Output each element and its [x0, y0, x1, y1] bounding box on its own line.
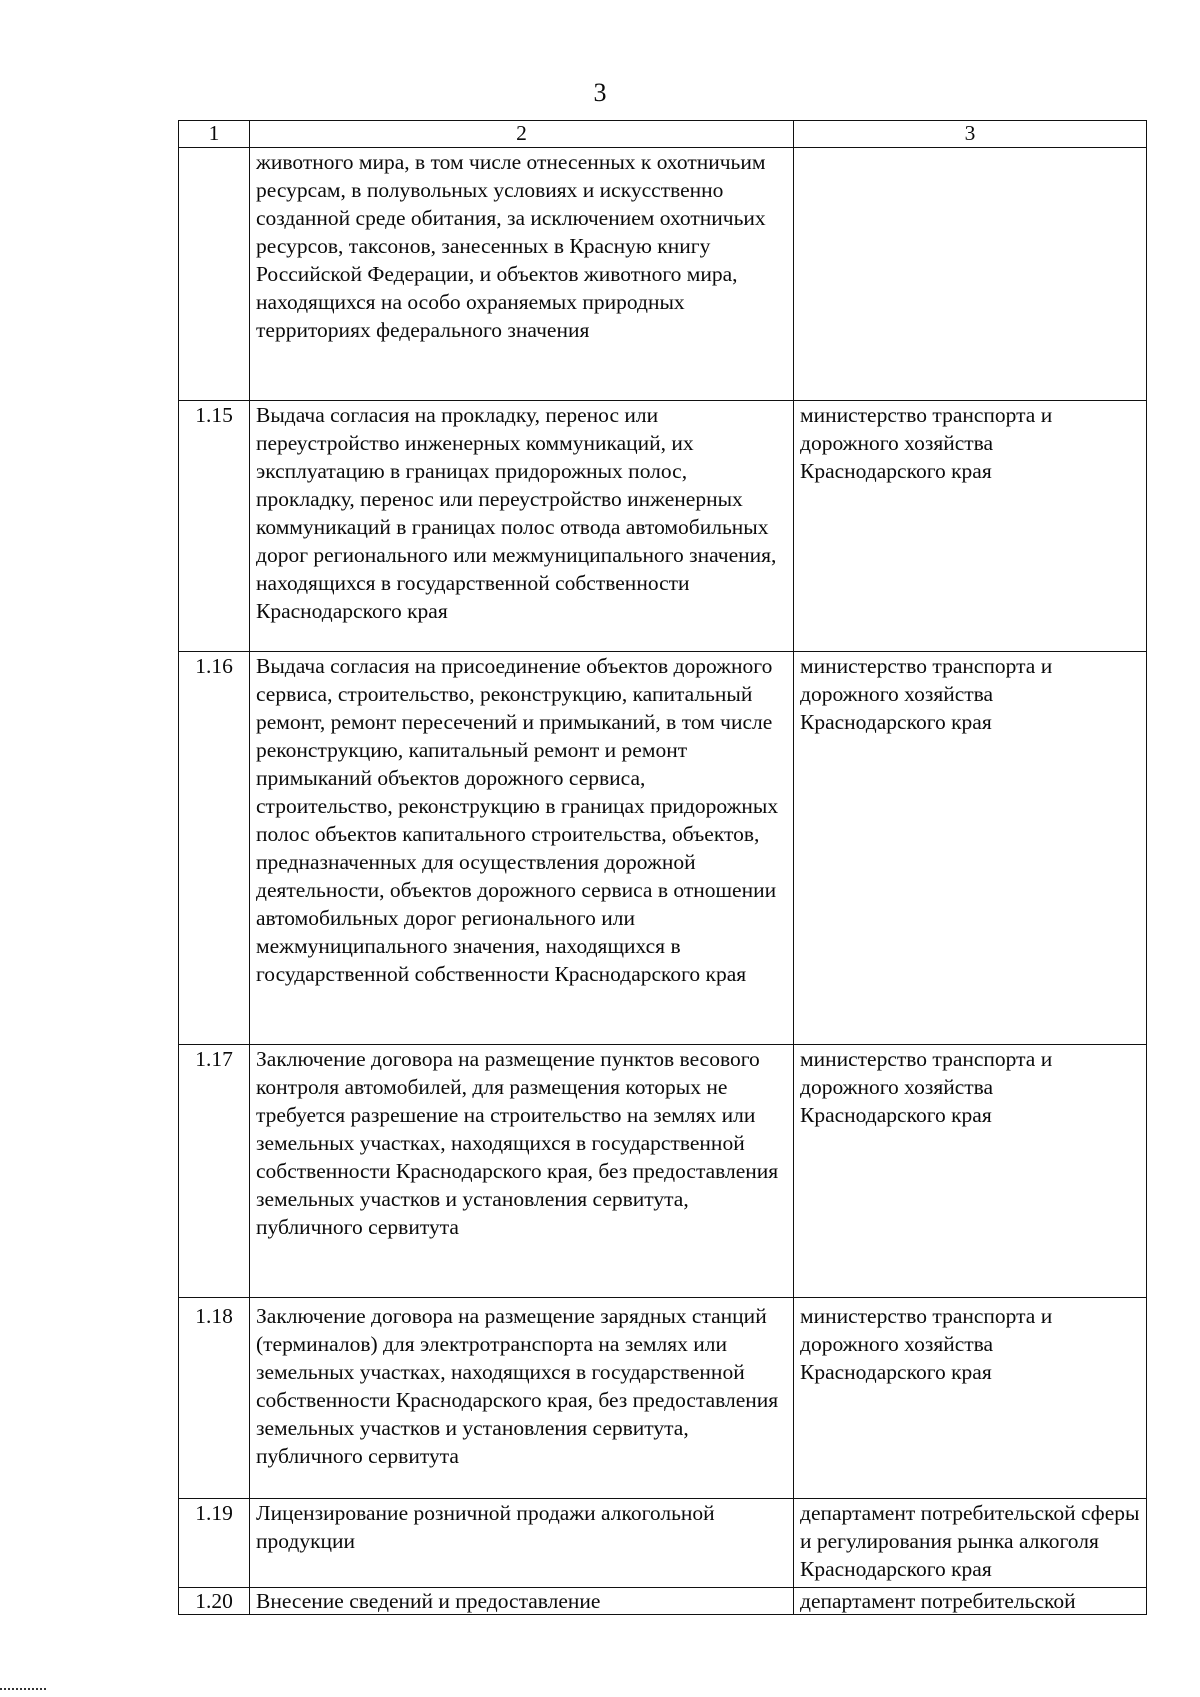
responsible-body: министерство транспорта и дорожного хозяйства Краснодарского края — [794, 1045, 1147, 1298]
table-row — [179, 148, 1147, 401]
service-name: Выдача согласия на прокладку, перенос или переустройство инженерных коммуникаций, их эксплуатацию в границах придорожных полос, прокладку, перенос или переустройство инженерных коммуникаций в границах полос отвода автомобильных дорог регионального или межмуниципального значения, находящихся в государственной собственности Краснодарского края — [250, 401, 794, 652]
table-row — [179, 1045, 1147, 1298]
table-row — [179, 401, 1147, 652]
service-name: Внесение сведений и предоставление — [250, 1588, 794, 1615]
table-row — [179, 1499, 1147, 1588]
scan-edge-mark — [0, 1688, 46, 1693]
row-number: 1.20 — [179, 1588, 250, 1615]
row-number: 1.18 — [179, 1298, 250, 1499]
header-col-1: 1 — [179, 121, 250, 148]
row-number: 1.16 — [179, 652, 250, 1045]
responsible-body: министерство транспорта и дорожного хозяйства Краснодарского края — [794, 1298, 1147, 1499]
service-name: животного мира, в том числе отнесенных к охотничьим ресурсам, в полувольных условиях и искусственно созданной среде обитания, за исключением охотничьих ресурсов, таксонов, занесенных в Красную книгу Российской Федерации, и объектов животного мира, находящихся на особо охраняемых природных территориях федерального значения — [250, 148, 794, 401]
header-col-2: 2 — [250, 121, 794, 148]
table-row — [179, 1298, 1147, 1499]
table-row — [179, 652, 1147, 1045]
page-number: 3 — [593, 78, 607, 107]
header-row — [179, 121, 1147, 148]
responsible-body — [794, 148, 1147, 401]
responsible-body: министерство транспорта и дорожного хозяйства Краснодарского края — [794, 401, 1147, 652]
service-name: Лицензирование розничной продажи алкогольной продукции — [250, 1499, 794, 1588]
row-number: 1.19 — [179, 1499, 250, 1588]
service-name: Заключение договора на размещение зарядных станций (терминалов) для электротранспорта на землях или земельных участках, находящихся в государственной собственности Краснодарского края, без предоставления земельных участков и установления сервитута, публичного сервитута — [250, 1298, 794, 1499]
responsible-body: департамент потребительской — [794, 1588, 1147, 1615]
responsible-body: министерство транспорта и дорожного хозяйства Краснодарского края — [794, 652, 1147, 1045]
responsible-body: департамент потребительской сферы и регулирования рынка алкоголя Краснодарского края — [794, 1499, 1147, 1588]
table-row — [179, 1588, 1147, 1615]
service-name: Заключение договора на размещение пунктов весового контроля автомобилей, для размещения которых не требуется разрешение на строительство на землях или земельных участках, находящихся в государственной собственности Краснодарского края, без предоставления земельных участков и установления сервитута, публичного сервитута — [250, 1045, 794, 1298]
service-name: Выдача согласия на присоединение объектов дорожного сервиса, строительство, реконструкцию, капитальный ремонт, ремонт пересечений и примыканий, в том числе реконструкцию, капитальный ремонт и ремонт примыканий объектов дорожного сервиса, строительство, реконструкцию в границах придорожных полос объектов капитального строительства, объектов, предназначенных для осуществления дорожной деятельности, объектов дорожного сервиса в отношении автомобильных дорог регионального или межмуниципального значения, находящихся в государственной собственности Краснодарского края — [250, 652, 794, 1045]
header-col-3: 3 — [794, 121, 1147, 148]
row-number: 1.17 — [179, 1045, 250, 1298]
services-table — [178, 120, 1147, 1615]
row-number — [179, 148, 250, 401]
row-number: 1.15 — [179, 401, 250, 652]
